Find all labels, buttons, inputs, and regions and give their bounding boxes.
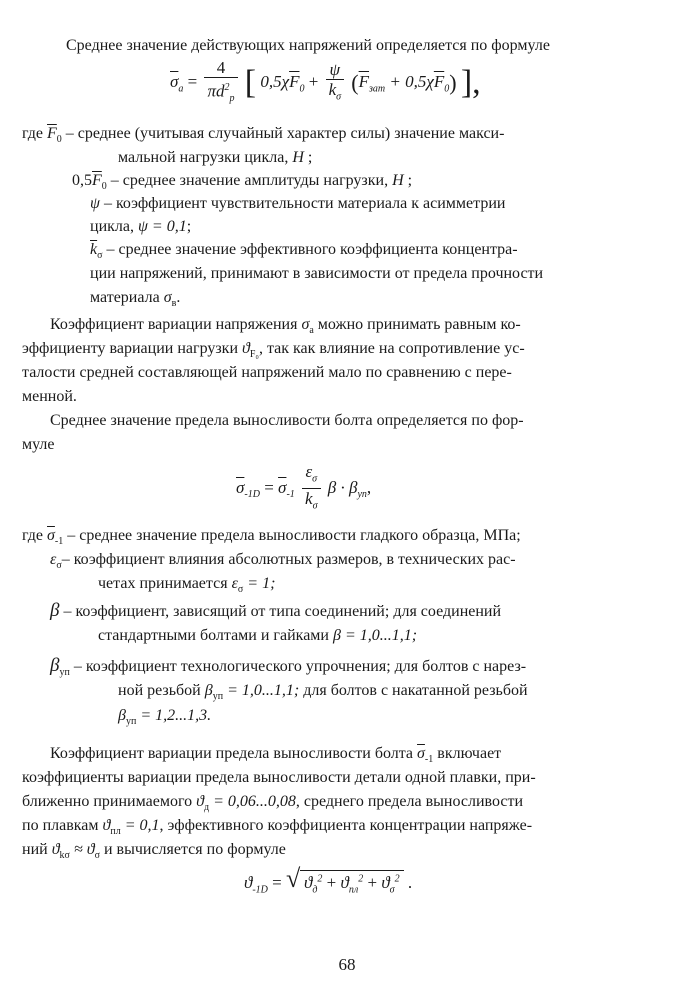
f3-b: ϑ: [340, 873, 349, 892]
p4-l5-sub1: kσ: [59, 850, 70, 862]
p4-l1-var: $\overline{\sigma}$: [417, 745, 425, 762]
definition-beta-up-cont1: [118, 681, 528, 707]
f1-psi-num: ψ: [326, 60, 344, 80]
f1-term2-var: $\overline{F}$: [358, 71, 370, 91]
f1-plus2: + 0,5χ: [389, 71, 434, 91]
p4-l3-var: ϑ: [196, 793, 204, 810]
definition-beta-up: [50, 656, 526, 683]
f2-frac-den: [302, 489, 320, 515]
where-label-2: где: [22, 527, 48, 544]
def-beta-value: β = 1,0...1,1;: [332, 627, 418, 644]
f3-b-sub: пл: [348, 884, 359, 896]
formula-sigma-a: [170, 58, 481, 108]
def-betaup-c1-val: = 1,0...1,1;: [223, 682, 300, 699]
def-eps-sub: σ: [56, 560, 62, 572]
p2-l2-a: эффициенту вариации нагрузки: [22, 340, 243, 357]
p4-l4-sub: пл: [110, 826, 121, 838]
formula-sigma-1d: [236, 462, 371, 516]
f3-c-sup: 2: [394, 873, 400, 885]
def-amp-text: – среднее значение амплитуды нагрузки,: [106, 172, 393, 189]
f3-c-sub: σ: [389, 884, 395, 896]
f3-a: ϑ: [304, 873, 313, 892]
p2-sigma-sub: a: [309, 325, 314, 337]
f2-eq: =: [264, 477, 274, 497]
f1-frac-den: [204, 78, 237, 108]
f1-psi-den-k: $\overline{k}$: [328, 79, 337, 99]
p2-theta: ϑ: [242, 340, 250, 357]
def-amp-sub: 0: [101, 181, 107, 193]
def-s1-var: $\overline{\sigma}$: [47, 527, 55, 544]
f1-bracket-open: [: [244, 64, 257, 102]
p4-l3-sub: д: [203, 802, 210, 814]
page-number: 68: [338, 955, 356, 974]
f1-frac-den-sub: p: [229, 93, 235, 105]
p2-sigma: σ: [301, 316, 310, 333]
def-eps-val-sub: σ: [237, 584, 244, 596]
f3-lhs-sub: -1D: [252, 884, 268, 896]
definition-beta: [50, 601, 501, 622]
def-betaup-text: – коэффициент технологического упрочнения; для болтов с нарез-: [69, 658, 527, 675]
def-beta-text: – коэффициент, зависящий от типа соединений; для соединений: [59, 603, 502, 620]
f1-frac-den-sup: 2: [224, 82, 230, 93]
p4-l5-sub2: σ: [94, 850, 100, 862]
def-betaup-c1-var: β: [204, 682, 213, 699]
paragraph-2-line-4: менной.: [22, 388, 77, 405]
formula-theta-1d: [244, 864, 413, 896]
def-psi-text: – коэффициент чувствительности материала к асимметрии: [99, 195, 506, 212]
f1-plus1: +: [308, 71, 319, 91]
f1-eq: =: [187, 71, 198, 91]
p4-l1-sub: -1: [424, 754, 434, 766]
p4-l1-b: включает: [433, 745, 502, 762]
def-f0-unit: Н: [292, 149, 304, 166]
definition-sigma-1: [22, 526, 521, 552]
f1-term3-sub: 0: [444, 83, 450, 95]
sqrt-icon: √: [286, 864, 301, 893]
f3-a-sub: д: [312, 884, 318, 896]
paragraph-3-line-2: муле: [22, 436, 55, 453]
def-eps-text: – коэффициент влияния абсолютных размеров, в технических рас-: [61, 551, 516, 568]
paragraph-3-line-1: Среднее значение предела выносливости болта определяется по фор-: [50, 412, 524, 429]
p4-l5-a: ний: [22, 841, 52, 858]
def-betaup-c1-a: ной резьбой: [118, 682, 205, 699]
p4-l5-var2: ϑ: [86, 841, 95, 858]
f1-paren-close: ): [449, 70, 457, 96]
f2-den-k: $\overline{k}$: [305, 489, 313, 509]
where-label-1: где: [22, 125, 44, 142]
def-f0-end: ;: [303, 149, 313, 166]
f2-tail-sub: уп: [357, 489, 367, 501]
f2-tail: β · β: [327, 477, 358, 497]
f2-fraction: [302, 462, 320, 516]
def-f0-var: $\overline{F}$: [47, 125, 57, 142]
def-f0-cont-text: мальной нагрузки цикла,: [118, 149, 293, 166]
f1-psi-den: [326, 80, 344, 106]
def-s1-sub: -1: [54, 536, 64, 548]
p4-l3-b: , среднего предела выносливости: [295, 793, 524, 810]
def-betaup-c1-sub: уп: [212, 691, 224, 703]
p2-l1-b: можно принимать равным ко-: [313, 316, 521, 333]
f3-sqrt: [286, 864, 404, 896]
def-psi-value: ψ = 0,1: [137, 218, 187, 235]
definition-k-sigma: [90, 240, 518, 266]
def-psi-cont-text: цикла,: [90, 218, 138, 235]
paragraph-1-intro: Среднее значение действующих напряжений определяется по формуле: [66, 37, 550, 54]
definition-beta-cont: [98, 626, 417, 646]
def-betaup-c2-sub: уп: [125, 716, 137, 728]
f3-plus1: +: [326, 873, 337, 892]
def-eps-cont-text: четах принимается: [98, 575, 232, 592]
f2-lhs-sub: -1D: [244, 489, 260, 501]
definition-psi: [90, 194, 505, 214]
f2-den-sub: σ: [312, 500, 318, 512]
f1-term3-var: $\overline{F}$: [433, 71, 445, 91]
p4-l5-var1: ϑ: [51, 841, 60, 858]
def-beta-var: β: [50, 600, 60, 621]
f2-lhs: $\overline{\sigma}$: [236, 477, 245, 497]
def-eps-var: ε: [50, 551, 57, 568]
p4-l4-val: = 0,1: [120, 817, 160, 834]
p2-l2-b: , так как влияние на сопротивление ус-: [258, 340, 525, 357]
f3-end: .: [407, 873, 413, 892]
def-f0-text: – среднее (учитывая случайный характер силы) значение макси-: [61, 125, 505, 142]
def-psi-end: ;: [186, 218, 192, 235]
f1-psi-fraction: [326, 60, 344, 106]
definition-beta-up-cont2: [118, 706, 211, 732]
definition-k-sigma-cont2: [90, 288, 180, 314]
paragraph-2-line-3: талости средней составляющей напряжений мало по сравнению с пере-: [22, 364, 512, 381]
definition-k-sigma-cont1: ции напряжений, принимают в зависимости от предела прочности: [90, 265, 544, 282]
f1-term2-sub: зат: [369, 83, 386, 95]
def-betaup-sub: уп: [59, 667, 70, 679]
def-s1-text: – среднее значение предела выносливости гладкого образца, МПа;: [63, 527, 521, 544]
f1-psi-den-sub: σ: [336, 91, 342, 103]
paragraph-4-line-5: [22, 840, 286, 866]
paragraph-4-line-2: коэффициенты вариации предела выносливости детали одной плавки, при-: [22, 769, 536, 786]
f1-fraction: [204, 58, 237, 108]
def-betaup-var: β: [50, 655, 60, 676]
f1-lhs: $\overline{\sigma}$: [170, 71, 179, 91]
p4-l4-var: ϑ: [102, 817, 111, 834]
f1-paren-open: (: [351, 70, 359, 96]
def-k-text: – среднее значение эффективного коэффициента концентра-: [102, 241, 518, 258]
f2-end: ,: [366, 477, 372, 497]
f1-frac-num: 4: [204, 58, 237, 78]
p4-l3-val: = 0,06...0,08: [209, 793, 296, 810]
f2-num-sub: σ: [312, 473, 318, 485]
p4-l1-a: Коэффициент вариации предела выносливости болта: [50, 745, 418, 762]
def-eps-val: = 1;: [243, 575, 276, 592]
def-psi-var: ψ: [90, 195, 100, 212]
p4-l5-b: и вычисляется по формуле: [99, 841, 286, 858]
definition-psi-cont: [90, 217, 191, 237]
def-eps-val-var: ε: [231, 575, 238, 592]
f3-c: ϑ: [381, 873, 390, 892]
def-betaup-c1-c: для болтов с накатанной резьбой: [299, 682, 528, 699]
def-k-end: .: [176, 289, 181, 306]
def-k-sub: σ: [97, 250, 103, 262]
paragraph-4-line-1: [50, 744, 501, 770]
def-amp-end: ;: [403, 172, 413, 189]
f3-plus2: +: [367, 873, 378, 892]
p4-l4-b: , эффективного коэффициента концентрации напряже-: [159, 817, 533, 834]
f1-bracket-close: ],: [460, 64, 481, 102]
definition-epsilon: [50, 550, 516, 576]
def-k-sigma: σ: [163, 289, 172, 306]
def-amp-unit: Н: [392, 172, 404, 189]
f1-frac-den-text: πd: [207, 81, 225, 101]
def-k-var: $\overline{k}$: [90, 241, 98, 258]
f3-b-sup: 2: [358, 873, 364, 885]
paragraph-2-line-1: [50, 315, 521, 341]
definition-epsilon-cont: [98, 574, 275, 600]
f1-term1-sub: 0: [299, 83, 305, 95]
f3-eq: =: [272, 873, 282, 892]
p2-theta-sub: F₀: [249, 349, 259, 361]
def-f0-sub: 0: [56, 134, 62, 146]
definition-f0: [22, 124, 504, 150]
p2-l1-a: Коэффициент вариации напряжения: [50, 316, 302, 333]
f2-r1: $\overline{\sigma}$: [278, 477, 287, 497]
f1-lhs-sub: a: [178, 83, 184, 95]
paragraph-4-line-3: [22, 792, 523, 818]
def-amp-prefix: 0,5: [72, 172, 92, 189]
p4-l4-a: по плавкам: [22, 817, 103, 834]
def-betaup-c2-val: = 1,2...1,3.: [136, 707, 212, 724]
paragraph-4-line-4: [22, 816, 532, 842]
def-k-cont2-text: материала: [90, 289, 164, 306]
def-betaup-c2-var: β: [118, 707, 126, 724]
definition-f0-cont: [118, 148, 312, 168]
p4-l3-a: ближенно принимаемого: [22, 793, 197, 810]
def-beta-cont-text: стандартными болтами и гайками: [98, 627, 333, 644]
f2-num-eps: ε: [305, 462, 313, 481]
f2-frac-num: [302, 462, 320, 489]
f1-term1-var: $\overline{F}$: [289, 71, 300, 91]
paragraph-2-line-2: [22, 339, 525, 365]
f3-a-sup: 2: [317, 873, 323, 885]
def-amp-var: $\overline{F}$: [92, 172, 102, 189]
f2-r1-sub: -1: [286, 489, 295, 501]
def-k-sigma-sub: в: [171, 298, 177, 310]
f3-sqrt-body: [300, 870, 404, 895]
p4-l5-approx: ≈: [69, 841, 87, 858]
f3-lhs: ϑ: [244, 873, 253, 892]
f1-term1: 0,5χ: [260, 71, 290, 91]
